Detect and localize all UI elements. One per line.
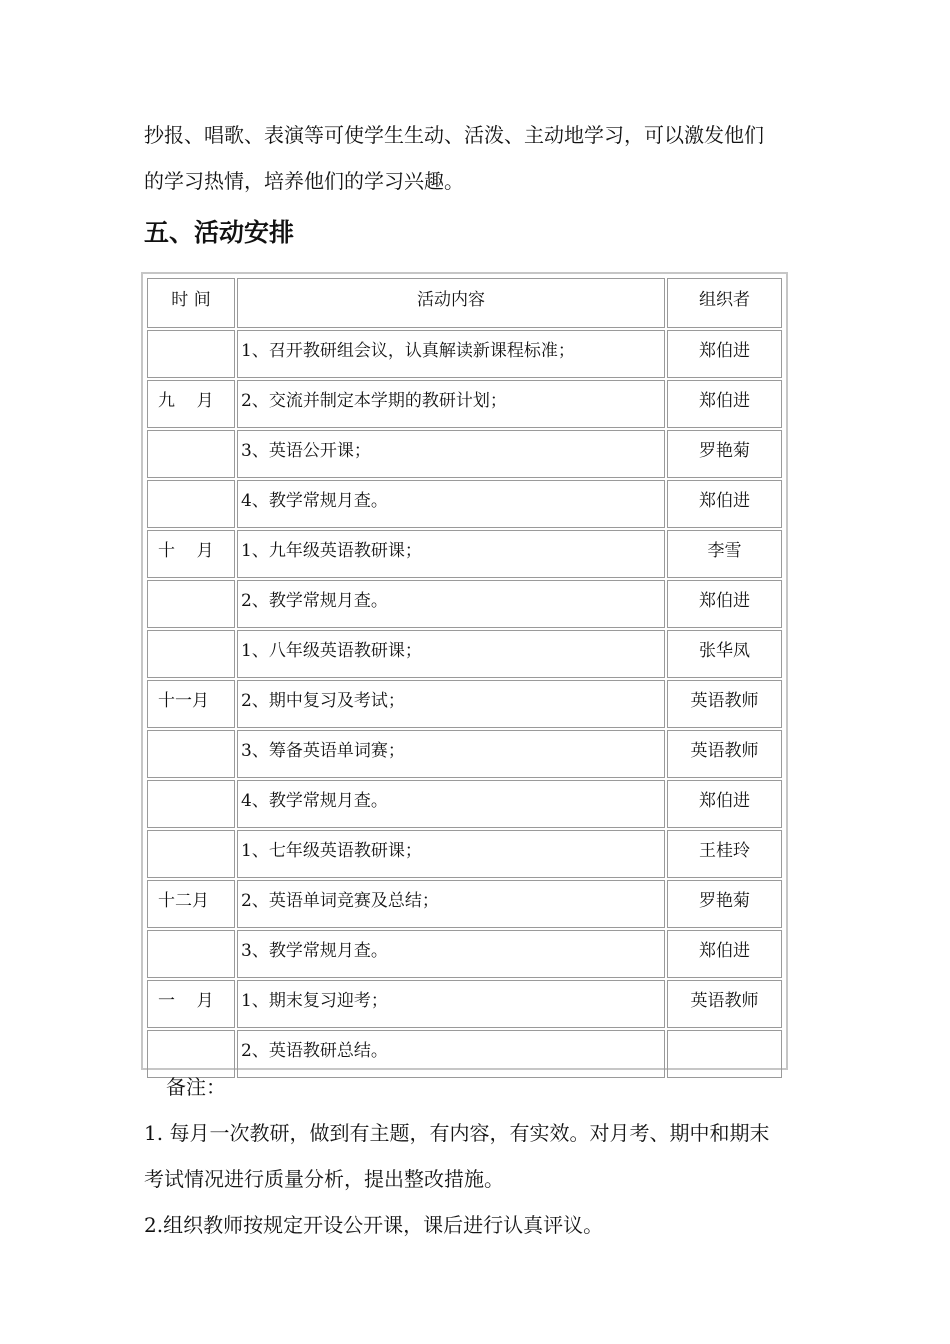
cell-organizer: 张华凤 <box>667 630 782 678</box>
header-organizer: 组织者 <box>667 278 782 328</box>
cell-time <box>147 630 235 678</box>
notes-line: 2.组织教师按规定开设公开课，课后进行认真评议。 <box>144 1213 604 1237</box>
table-row <box>147 930 782 978</box>
cell-organizer: 王桂玲 <box>667 830 782 878</box>
table-row <box>147 730 782 778</box>
cell-content: 2、教学常规月查。 <box>237 580 665 628</box>
intro-line: 抄报、唱歌、表演等可使学生生动、活泼、主动地学习，可以激发他们 <box>144 123 764 147</box>
cell-time <box>147 580 235 628</box>
cell-organizer: 罗艳菊 <box>667 880 782 928</box>
notes-line: 1. 每月一次教研，做到有主题，有内容，有实效。对月考、期中和期末 <box>144 1121 770 1145</box>
cell-content: 1、召开教研组会议，认真解读新课程标准； <box>237 330 665 378</box>
notes-line: 考试情况进行质量分析，提出整改措施。 <box>144 1167 504 1191</box>
cell-time: 十 月 <box>147 530 235 578</box>
cell-content: 3、筹备英语单词赛； <box>237 730 665 778</box>
table-row <box>147 380 782 428</box>
table-row <box>147 830 782 878</box>
cell-content: 1、八年级英语教研课； <box>237 630 665 678</box>
cell-organizer: 英语教师 <box>667 980 782 1028</box>
intro-line: 的学习热情，培养他们的学习兴趣。 <box>144 169 464 193</box>
table-row <box>147 630 782 678</box>
cell-content: 2、英语教研总结。 <box>237 1030 665 1078</box>
cell-organizer: 郑伯进 <box>667 380 782 428</box>
section-heading: 五、活动安排 <box>144 218 295 247</box>
cell-content: 3、英语公开课； <box>237 430 665 478</box>
cell-time <box>147 930 235 978</box>
cell-time <box>147 430 235 478</box>
cell-time: 九 月 <box>147 380 235 428</box>
cell-content: 1、九年级英语教研课； <box>237 530 665 578</box>
cell-organizer: 英语教师 <box>667 730 782 778</box>
intro-paragraph <box>144 112 814 204</box>
cell-time <box>147 830 235 878</box>
table-header-row <box>147 278 782 328</box>
cell-time <box>147 480 235 528</box>
table-row <box>147 480 782 528</box>
cell-organizer: 英语教师 <box>667 680 782 728</box>
cell-organizer: 李雪 <box>667 530 782 578</box>
header-time: 时 间 <box>147 278 235 328</box>
cell-time: 一 月 <box>147 980 235 1028</box>
table-row <box>147 880 782 928</box>
notes-section <box>144 1064 814 1248</box>
table-row <box>147 680 782 728</box>
cell-content: 4、教学常规月查。 <box>237 480 665 528</box>
table-row <box>147 430 782 478</box>
cell-content: 2、交流并制定本学期的教研计划； <box>237 380 665 428</box>
cell-content: 2、期中复习及考试； <box>237 680 665 728</box>
table-row <box>147 980 782 1028</box>
cell-time: 十二月 <box>147 880 235 928</box>
cell-time <box>147 730 235 778</box>
cell-content: 2、英语单词竞赛及总结； <box>237 880 665 928</box>
cell-organizer: 罗艳菊 <box>667 430 782 478</box>
notes-label: 备注： <box>166 1075 226 1099</box>
table-row <box>147 580 782 628</box>
cell-content: 1、七年级英语教研课； <box>237 830 665 878</box>
cell-content: 4、教学常规月查。 <box>237 780 665 828</box>
header-content: 活动内容 <box>237 278 665 328</box>
cell-organizer: 郑伯进 <box>667 930 782 978</box>
cell-organizer: 郑伯进 <box>667 330 782 378</box>
cell-organizer: 郑伯进 <box>667 780 782 828</box>
table-row <box>147 330 782 378</box>
table-row <box>147 780 782 828</box>
cell-content: 3、教学常规月查。 <box>237 930 665 978</box>
cell-organizer: 郑伯进 <box>667 480 782 528</box>
cell-time <box>147 330 235 378</box>
cell-time <box>147 780 235 828</box>
cell-content: 1、期末复习迎考； <box>237 980 665 1028</box>
cell-time: 十一月 <box>147 680 235 728</box>
cell-organizer: 郑伯进 <box>667 580 782 628</box>
activity-table <box>141 272 788 1070</box>
table-row <box>147 530 782 578</box>
